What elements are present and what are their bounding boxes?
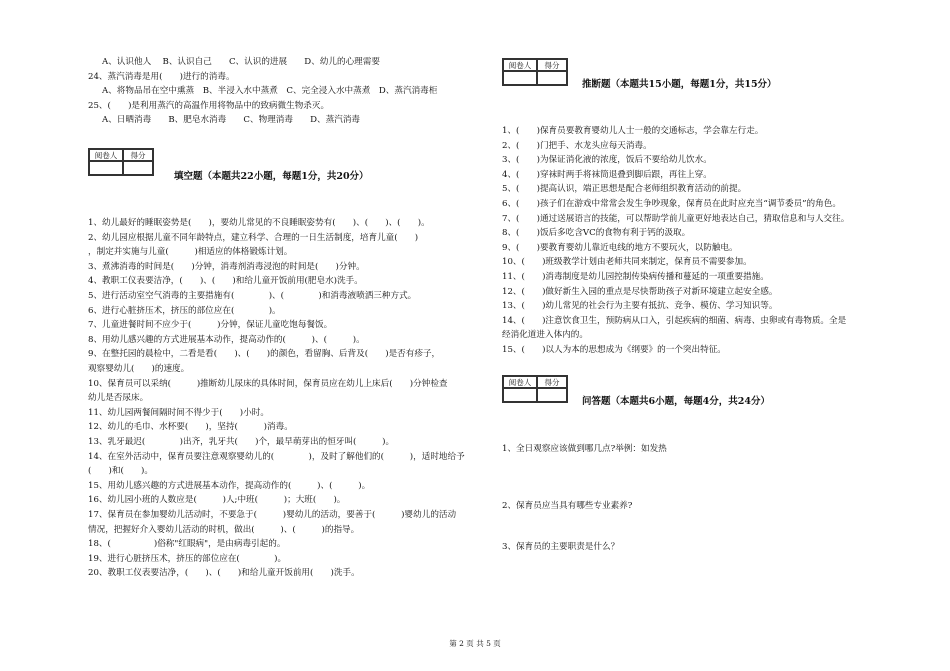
score-cell[interactable] [537,71,567,85]
text-line: 11、( )消毒制度是幼儿园控制传染病传播和蔓延的一项重要措施。 [502,272,769,282]
text-line: 20、教职工仪表要洁净，( )、( )和给儿童开饭前用( )洗手。 [88,568,360,579]
text-line: 3、煮沸消毒的时间是( )分钟，消毒剂消毒浸泡的时间是( )分钟。 [88,261,365,272]
text-line: ( )和( )。 [88,466,153,477]
text-line: 1、( )保育员要教育婴幼儿人士一般的交通标志，学会靠左行走。 [502,126,764,136]
page-footer: 第 2 页 共 5 页 [449,639,501,648]
fill-section-title: 填空题（本题共22小题，每题1分，共20分） [174,171,369,182]
text-line: 15、( )以人为本的思想成为《纲要》的一个突出特征。 [502,345,726,355]
text-line: ，制定并实施与儿童( )相适应的体格锻炼计划。 [88,247,293,258]
text-line: 5、( )提高认识，端正思想是配合老师组织教育活动的前提。 [502,184,747,195]
text-line: 14、( )注意饮食卫生，预防病从口入，引起疾病的细菌、病毒、虫卵或有毒物质。全是 [502,315,847,326]
text-line: 12、( )做好新生入园的重点是尽快帮助孩子对新环境建立起安全感。 [502,286,778,297]
text-line: A、将物品吊在空中熏蒸 B、半浸入水中蒸煮 C、完全浸入水中蒸煮 D、蒸汽消毒柜 [102,86,438,97]
text-line: A、认识他人 B、认识自己 C、认识的进展 D、幼儿的心理需要 [102,57,380,67]
text-line: A、日晒消毒 B、肥皂水消毒 C、物理消毒 D、蒸汽消毒 [102,115,361,126]
text-line: 19、进行心脏挤压术，挤压的部位应在( )。 [88,553,287,564]
text-line: 15、用幼儿感兴趣的方式进展基本动作，提高动作的( )、( )。 [88,480,371,491]
text-line: 4、( )穿袜时两手将袜筒退叠到脚后跟，再往上穿。 [502,169,712,180]
text-line: 13、乳牙最迟( )出齐，乳牙共( )个，最早萌芽出的恒牙叫( )。 [88,437,395,447]
score-cell[interactable] [537,388,567,402]
score-box-judge [502,58,568,86]
reviewer-cell[interactable] [89,161,123,175]
reviewer-label: 阅卷人 [89,149,123,161]
reviewer-cell[interactable] [503,388,537,402]
score-box-qa [502,375,568,403]
text-line: 5、进行活动室空气消毒的主要措施有( )、( )和消毒液喷洒三种方式。 [88,291,417,301]
text-line: 11、幼儿园两餐间隔时间不得少于( )小时。 [88,407,269,418]
text-line: 7、儿童进餐时间不应少于( )分钟，保证儿童吃饱每餐饭。 [88,320,333,331]
reviewer-label: 阅卷人 [503,376,537,388]
text-line: 2、( )门把手、水龙头应每天消毒。 [502,140,652,151]
qa-question: 3、保育员的主要职责是什么？ [502,542,620,552]
qa-question: 1、全日观察应该做到哪几点?举例：如发热 [502,444,667,454]
judge-section-title: 推断题（本题共15小题，每题1分，共15分） [582,79,777,90]
reviewer-label: 阅卷人 [503,59,537,71]
text-line: 7、( )通过送展语言的技能，可以帮助学前儿童更好地表达自己，猜取信息和与人交往。 [502,213,850,224]
text-line: 9、在整托园的晨检中，二看是看( )、( )的颜色，看留胸、后背及( )是否有疹子， [88,349,441,360]
text-line: 6、进行心脏挤压术，挤压的部位应在( )。 [88,305,281,316]
text-line: 10、保育员可以采纳( )推断幼儿尿床的具体时间，保育员应在幼儿上床后( )分钟检查 [88,378,448,389]
text-line: 情况，把握好介入婴幼儿活动的时机，做出( )、( )的指导。 [88,524,360,535]
text-line: 幼儿是否尿床。 [88,393,149,404]
score-label: 得分 [123,149,153,161]
text-line: 6、( )孩子们在游戏中常常会发生争吵现象，保育员在此时应充当“调节委员”的角色。 [502,199,841,209]
text-line: 9、( )要教育婴幼儿靠近电线的地方不要玩火，以防触电。 [502,242,738,253]
text-line: 13、( )幼儿常见的社会行为主要有抵抗、竞争、模仿、学习知识等。 [502,301,778,312]
text-line: 2、幼儿园应根据儿童不同年龄特点，建立科学、合理的一日生活制度，培育儿童( ) [88,232,419,243]
text-line: 8、( )饭后多吃含VC的食物有利于钙的汲取。 [502,228,691,239]
qa-section-title: 问答题（本题共6小题，每题4分，共24分） [582,396,770,407]
text-line: 17、保育员在参加婴幼儿活动时，不要急于( )婴幼儿的活动，要善于( )婴幼儿的活动 [88,510,457,520]
text-line: 观察婴幼儿( )的速度。 [88,364,190,374]
score-box-fill [88,148,154,176]
text-line: 8、用幼儿感兴趣的方式进展基本动作，提高动作的( )、( )。 [88,334,365,345]
text-line: 18、( )俗称"红眼病"，是由病毒引起的。 [88,539,286,550]
score-label: 得分 [537,376,567,388]
score-cell[interactable] [123,161,153,175]
text-line: 14、在室外活动中，保育员要注意观察婴幼儿的( )，及时了解他们的( )，适时地给予 [88,451,465,462]
text-line: 12、幼儿的毛巾、水杯要( )，坚持( )消毒。 [88,422,293,433]
text-line: 10、( )班级教学计划由老师共同来制定，保育员不需要参加。 [502,257,752,268]
text-line: 16、幼儿园小班的人数应是( )人;中班( )；大班( )。 [88,495,346,506]
text-line: 4、教职工仪表要洁净，( )、( )和给儿童开饭前用(肥皂水)洗手。 [88,276,363,287]
score-label: 得分 [537,59,567,71]
qa-question: 2、保育员应当具有哪些专业素养? [502,501,633,511]
text-line: 3、( )为保证消化液的浓度，饭后不要给幼儿饮水。 [502,155,712,166]
reviewer-cell[interactable] [503,71,537,85]
text-line: 1、幼儿最好的睡眠姿势是( )，要幼儿常见的不良睡眠姿势有( )、( )、( )。 [88,218,430,228]
text-line: 经消化道进入体内的。 [502,330,588,341]
text-line: 25、( )是利用蒸汽的高温作用将物品中的致病微生物杀灭。 [88,100,330,111]
text-line: 24、蒸汽消毒是用( )进行的消毒。 [88,71,235,82]
